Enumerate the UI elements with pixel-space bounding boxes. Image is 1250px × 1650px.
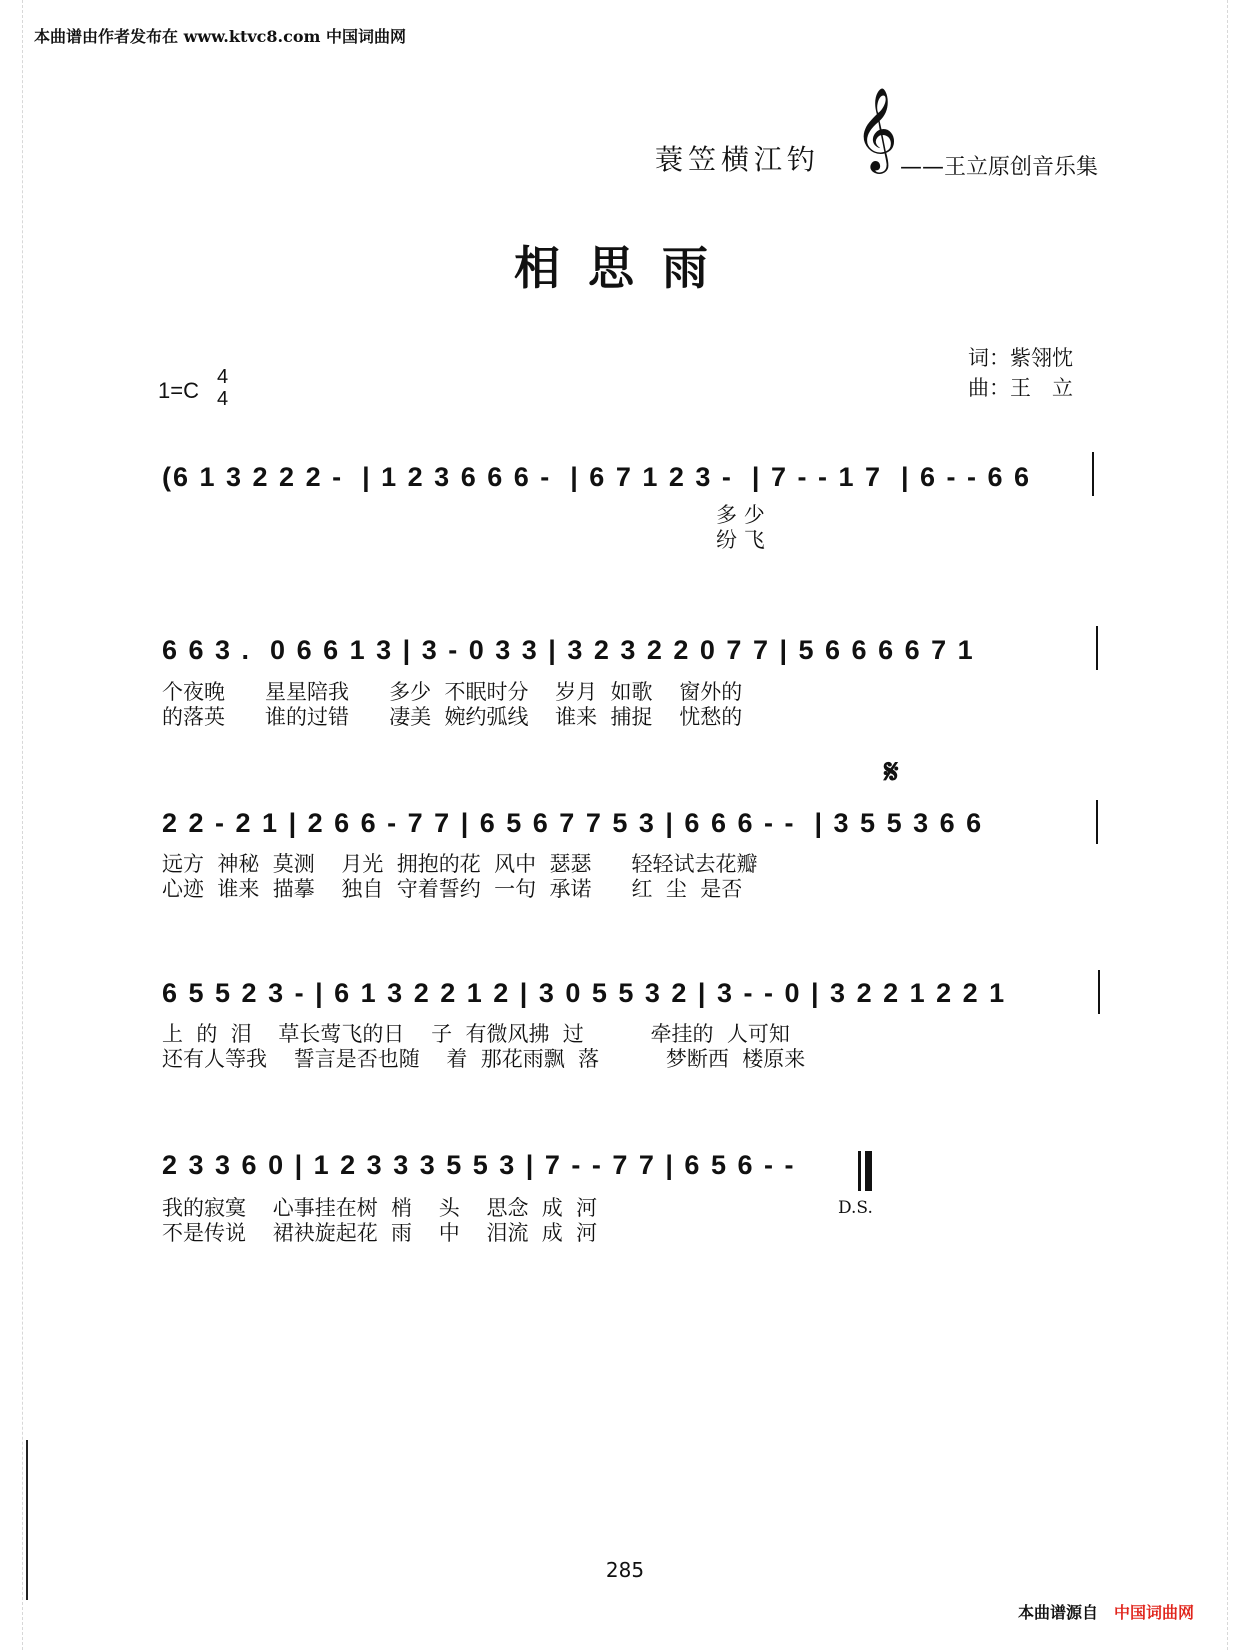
lyrics-row-1-verse-2: 纷 飞 [162,528,765,552]
notation-row-2: 6 6 3 . 0 6 6 1 3 | 3 - 0 3 3 | 3 2 3 2 2 0 7 7 | 5 6 6 6 6 7 1 [162,635,975,665]
lyrics-row-3-verse-1: 远方 神秘 莫测 月光 拥抱的花 风中 瑟瑟 轻轻试去花瓣 [162,852,758,876]
lyrics-row-4-verse-1: 上 的 泪 草长莺飞的日 子 有微风拂 过 牵挂的 人可知 [162,1022,790,1046]
time-signature [217,366,228,410]
lyrics-row-2-verse-1: 个夜晚 星星陪我 多少 不眠时分 岁月 如歌 窗外的 [162,680,743,704]
lyrics-row-5-verse-2: 不是传说 裙袂旋起花 雨 中 泪流 成 河 [162,1221,598,1245]
row-3-end-barline [1096,800,1098,844]
source-note: 本曲谱由作者发布在 www.ktvc8.com 中国词曲网 [34,27,406,46]
segno-sign-icon: 𝄋 [884,752,899,792]
row-2-end-barline [1096,626,1098,670]
lyricist-credit: 词：紫翎忱 [968,346,1073,370]
lyrics-row-4-verse-2: 还有人等我 誓言是否也随 着 那花雨飘 落 梦断西 楼原来 [162,1047,806,1071]
time-signature-bottom: 4 [217,388,229,410]
notation-row-5: 2 3 3 6 0 | 1 2 3 3 3 5 5 3 | 7 - - 7 7 | 6 5 6 - - [162,1150,796,1180]
notation-row-3: 2 2 - 2 1 | 2 6 6 - 7 7 | 6 5 6 7 7 5 3 | 6 6 6 - - | 3 5 5 3 6 6 [162,808,984,838]
lyrics-row-5-verse-1: 我的寂寞 心事挂在树 梢 头 思念 成 河 [162,1196,598,1220]
final-barline-thin [858,1151,861,1191]
lyrics-row-1-verse-1: 多 少 [162,503,765,527]
notation-row-4: 6 5 5 2 3 - | 6 1 3 2 2 1 2 | 3 0 5 5 3 2 | 3 - - 0 | 3 2 2 1 2 2 1 [162,978,1007,1008]
footer-site-link[interactable]: 中国词曲网 [1114,1603,1195,1622]
treble-clef-icon: 𝄞 [855,86,898,170]
key-signature: 1=C [158,378,199,403]
composer-credit: 曲：王 立 [968,376,1073,400]
page-number: 285 [605,1558,645,1582]
row-4-end-barline [1098,970,1100,1014]
footer-source [1018,1600,1194,1623]
lyrics-row-3-verse-2: 心迹 谁来 描摹 独自 守着誓约 一句 承诺 红 尘 是否 [162,877,743,901]
lyrics-row-2-verse-2: 的落英 谁的过错 凄美 婉约弧线 谁来 捕捉 忧愁的 [162,705,743,729]
collection-name: ——王立原创音乐集 [900,155,1099,180]
series-name: 蓑笠横江钓 [655,143,821,176]
notation-row-1: (6 1 3 2 2 2 - | 1 2 3 6 6 6 - | 6 7 1 2 3 - | 7 - - 1 7 | 6 - - 6 6 [162,462,1032,492]
final-barline-thick [865,1151,872,1191]
time-signature-top: 4 [217,366,229,388]
dal-segno-mark: D.S. [838,1198,873,1218]
footer-label: 本曲谱源自 [1018,1603,1099,1622]
song-title: 相思雨 [514,241,736,295]
row-1-end-barline [1092,452,1094,496]
